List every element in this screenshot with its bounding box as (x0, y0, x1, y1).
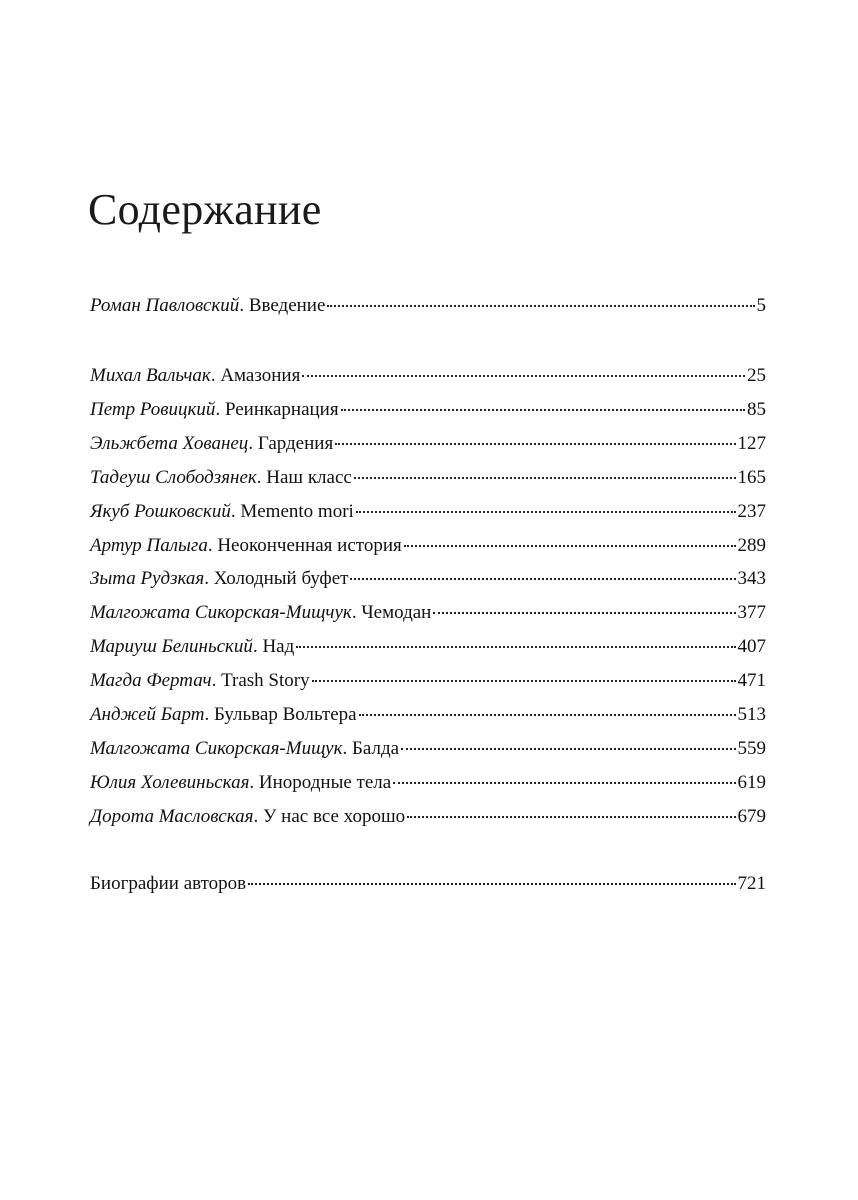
toc-title: Холодный буфет (213, 568, 349, 590)
toc-page-number: 679 (737, 805, 766, 827)
toc-author: Тадеуш Слободзянек (90, 466, 257, 488)
toc-entry (90, 635, 766, 659)
dot-leader (354, 476, 736, 479)
toc-page-number: 513 (737, 704, 766, 725)
toc-author: Михал Вальчак (90, 365, 211, 386)
toc-title: Trash Story (221, 670, 310, 692)
toc-title: Наш класс (266, 466, 352, 488)
toc-entry (90, 601, 766, 625)
toc-author: Зыта Рудзкая (90, 568, 205, 590)
toc-entry (90, 805, 766, 829)
toc-page-number: 721 (737, 873, 766, 894)
toc-page-number: 559 (737, 737, 766, 759)
dot-leader (359, 713, 736, 716)
toc-title: Инородные тела (258, 771, 392, 793)
toc-page-number: 237 (737, 500, 766, 522)
toc-title: Биографии авторов (90, 873, 247, 894)
toc-page-number: 165 (737, 466, 766, 488)
toc-separator: . (230, 500, 241, 522)
toc-title: У нас все хорошо (262, 805, 406, 827)
dot-leader (407, 815, 735, 818)
toc-title: Балда (352, 737, 400, 759)
dot-leader (401, 747, 735, 750)
toc-author: Эльжбета Хованец (90, 432, 249, 454)
dot-leader (312, 679, 736, 682)
toc-separator: . (342, 737, 352, 759)
toc-separator: . (211, 670, 222, 692)
toc-entry (90, 737, 766, 761)
page-title: Содержание (88, 185, 322, 234)
dot-leader (248, 882, 735, 885)
toc-separator: . (249, 771, 259, 793)
toc-author: Юлия Холевиньская (90, 771, 250, 793)
toc-page-number: 127 (737, 432, 766, 454)
toc-title: Чемодан (361, 602, 432, 624)
toc-author: Роман Павловский (90, 295, 240, 316)
toc-page-number: 377 (737, 602, 766, 624)
dot-leader (335, 442, 735, 445)
toc-separator: . (256, 466, 267, 488)
toc-title: Введение (248, 295, 326, 316)
toc-separator: . (252, 636, 263, 658)
toc-author: Мариуш Белиньский (90, 636, 253, 658)
toc-separator: . (210, 365, 221, 386)
toc-author: Анджей Барт (90, 704, 205, 725)
toc-page-number: 407 (737, 636, 766, 658)
dot-leader (433, 611, 735, 614)
toc-title: Амазония (220, 365, 301, 386)
toc-title: Над (262, 636, 295, 658)
toc-page-number: 471 (737, 670, 766, 692)
toc-entry (90, 432, 766, 456)
toc-separator: . (253, 805, 263, 827)
toc-title: Memento mori (240, 500, 354, 522)
toc-title: Реинкарнация (224, 398, 339, 420)
toc-page-number: 5 (756, 295, 766, 316)
toc-entry (90, 669, 766, 693)
toc-page-number: 85 (747, 398, 766, 420)
toc-entry (90, 500, 766, 524)
toc-separator: . (204, 568, 214, 590)
toc-page-number: 343 (737, 568, 766, 590)
toc-author: Петр Ровицкий (90, 398, 216, 420)
toc-entry (90, 398, 766, 422)
dot-leader (327, 304, 754, 307)
toc-author: Дорота Масловская (90, 805, 254, 827)
toc-title: Бульвар Вольтера (213, 704, 357, 725)
toc-entry (90, 534, 766, 558)
toc-author: Магда Фертач (90, 670, 212, 692)
toc-entry (90, 466, 766, 490)
toc-author: Артур Палыга (90, 534, 208, 556)
dot-leader (404, 544, 736, 547)
toc-entry-appendix (90, 872, 766, 896)
dot-leader (302, 374, 745, 377)
toc-separator: . (239, 295, 249, 316)
toc-title: Неоконченная история (217, 534, 402, 556)
toc-title: Гардения (257, 432, 334, 454)
toc-page-number: 25 (747, 365, 766, 386)
toc-separator: . (215, 398, 225, 420)
toc-page-number: 289 (737, 534, 766, 556)
toc-entry (90, 771, 766, 795)
toc-author: Якуб Рошковский (90, 500, 231, 522)
toc-separator: . (207, 534, 218, 556)
toc-entry-intro (90, 294, 766, 318)
dot-leader (296, 645, 735, 648)
toc-separator: . (248, 432, 258, 454)
toc-separator: . (204, 704, 214, 725)
toc-separator: . (351, 602, 362, 624)
dot-leader (356, 510, 736, 513)
toc-page-number: 619 (737, 771, 766, 793)
toc-entry (90, 567, 766, 591)
dot-leader (350, 577, 735, 580)
toc-entry (90, 364, 766, 388)
dot-leader (393, 781, 735, 784)
toc-author: Малгожата Сикорская-Мищук (90, 737, 343, 759)
toc-author: Малгожата Сикорская-Мищчук (90, 602, 352, 624)
dot-leader (341, 408, 745, 411)
toc-entry (90, 703, 766, 727)
